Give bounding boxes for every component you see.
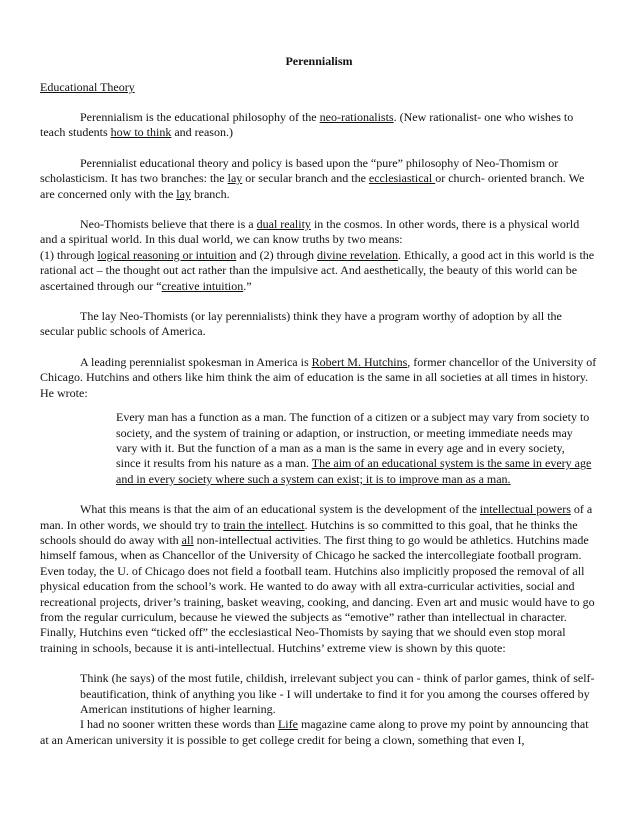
paragraph-3: Neo-Thomists believe that there is a dual reality in the cosmos. In other words, there is a physical world and a spiritual world. In this dual world, we can know truths by two means: (1) through logical reasoning or intuition and (2) through divine revelation. Ethically, a good act in this world is the rational act – the thought out act rather than the impulsive act. And aesthetically, the beauty of this world can be ascertained through our “creative intuition.” xyxy=(40,217,595,293)
paragraph-1: Perennialism is the educational philosophy of the neo-rationalists. (New rationalist- one who wishes to teach students how to think and reason.) xyxy=(40,110,574,140)
paragraph-4: The lay Neo-Thomists (or lay perennialists) think they have a program worthy of adoption by all the secular public schools of America. xyxy=(40,309,562,339)
section-heading: Educational Theory xyxy=(40,80,135,94)
paragraph-6: What this means is that the aim of an educational system is the development of the intellectual powers of a man. In other words, we should try to train the intellect. Hutchins is so committed to this goal, that he thinks the schools should do away with all non-intellectual activities. The first thing to go would be athletics. Hutchins made himself famous, when as Chancellor of the University of Chicago he sacked the intercollegiate football program. Even today, the U. of Chicago does not field a football team. Hutchins also implicitly proposed the removal of all physical education from the school’s work. He wanted to do away with all extra-curricular activities, social and recreational projects, driver’s training, basket weaving, cooking, and dancing. Even art and music would have to go from the regular curriculum, because he viewed the subjects as “emotive” rather than intellectual in character. Finally, Hutchins even “ticked off” the ecclesiastical Neo-Thomists by saying that we should even stop moral training in schools, because it is anti-intellectual. Hutchins’ extreme view is shown by this quote: xyxy=(40,502,595,655)
page-title: Perennialism xyxy=(285,54,353,68)
paragraph-5: A leading perennialist spokesman in America is Robert M. Hutchins, former chancellor of the University of Chicago. Hutchins and others like him think the aim of education is the same in all societies at all times in history. He wrote: xyxy=(40,354,597,400)
paragraph-7: I had no sooner written these words than Life magazine came along to prove my point by announcing that at an American university it is possible to get college credit for being a clown, something that even I, xyxy=(40,717,589,747)
block-quote-2: Think (he says) of the most futile, childish, irrelevant subject you can - think of parlor games, think of self-beautification, think of anything you like - I will undertake to find it for you among the courses offered by American institutions of higher learning. xyxy=(80,671,595,716)
block-quote: Every man has a function as a man. The function of a citizen or a subject may vary from society to society, and the system of training or adaption, or instruction, or meeting immediate needs may vary with it. But the function of a man as a man is the same in every age and in every society, since it results from his nature as a man. The aim of an educational system is the same in every age and in every society where such a system can exist; it is to improve man as a man. xyxy=(116,410,592,486)
document-body xyxy=(40,110,598,748)
paragraph-2: Perennialist educational theory and policy is based upon the “pure” philosophy of Neo-Thomism or scholasticism. It has two branches: the lay or secular branch and the ecclesiastical or church- oriented branch. We are concerned only with the lay branch. xyxy=(40,155,585,201)
